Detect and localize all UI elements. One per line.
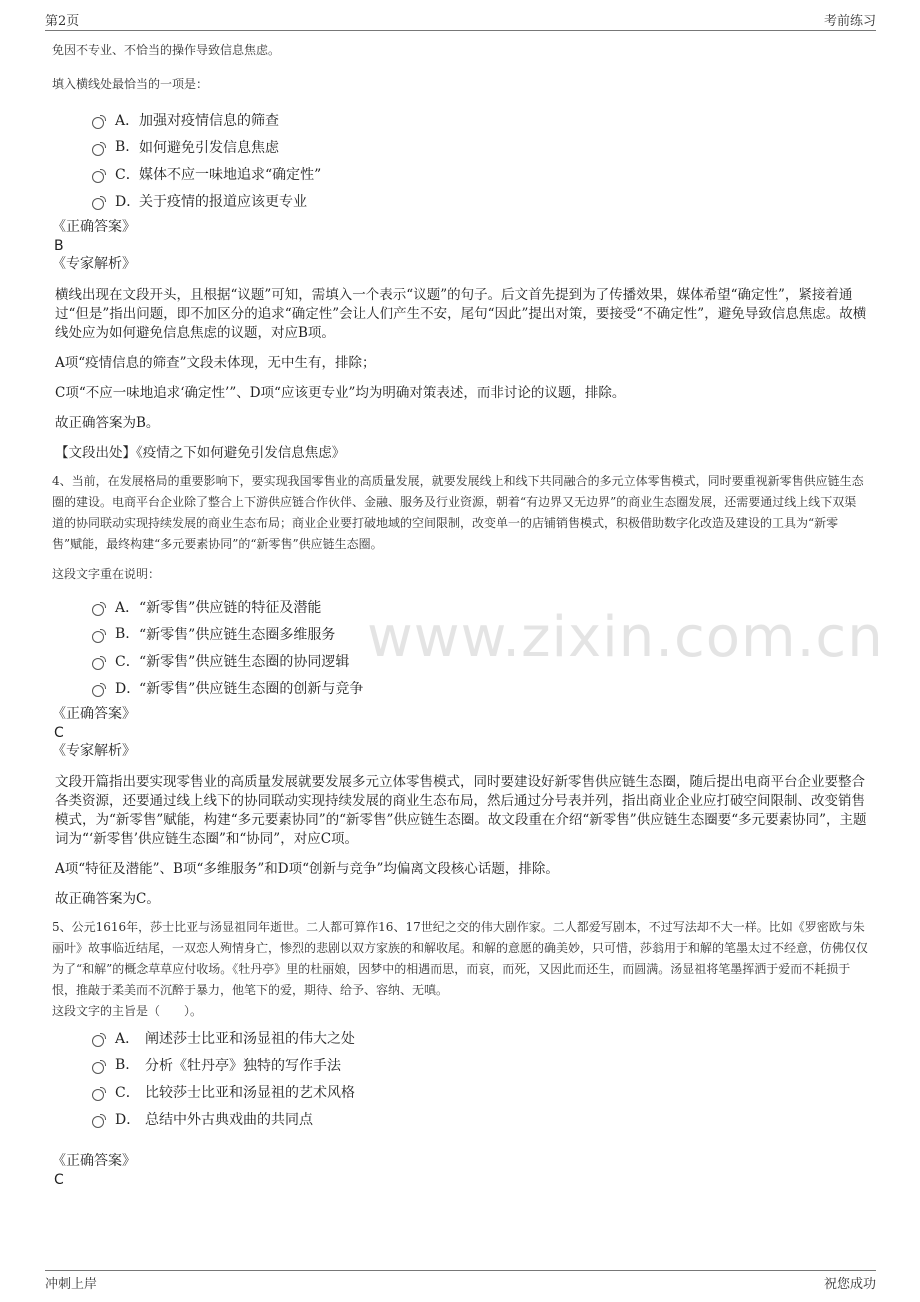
- q4-analysis-paragraph: 文段开篇指出要实现零售业的高质量发展就要发展多元立体零售模式，同时要建设好新零售供应链生态圈，随后提出电商平台企业要整合各类资源，还要通过线上线下的协同联动实现持续发展的商业生态布局，然后通过分号表并列，指出商业企业应打破空间限制、改变销售模式，为“新零售”赋能，构建“多元要素协同”的“新零售”供应链生态圈。故文段重在介绍“新零售”供应链生态圈要“多元要素协同”，主题词为“‘新零售’供应链生态圈”和“协同”，对应C项。: [55, 774, 867, 847]
- q3-option-d[interactable]: D． 关于疫情的报道应该更专业: [92, 187, 868, 214]
- q4-prompt: 这段文字重在说明：: [52, 567, 161, 581]
- radio-icon[interactable]: [92, 604, 104, 616]
- radio-icon[interactable]: [92, 144, 104, 156]
- q5-option-a[interactable]: A． 阐述莎士比亚和汤显祖的伟大之处: [92, 1024, 868, 1051]
- q5-prompt: 这段文字的主旨是（ ）。: [52, 1004, 203, 1018]
- watermark: www.zixin.com.cn: [367, 605, 884, 670]
- radio-icon[interactable]: [92, 1089, 104, 1101]
- header-title: 考前练习: [823, 14, 876, 29]
- footer-left: 冲刺上岸: [45, 1277, 98, 1292]
- q3-option-a[interactable]: A． 加强对疫情信息的筛查: [92, 106, 868, 133]
- page-number: 第2页: [45, 14, 80, 29]
- q3-analysis-paragraph: 故正确答案为B。: [55, 415, 160, 431]
- q4-option-c[interactable]: C． “新零售”供应链生态圈的协同逻辑: [92, 647, 868, 674]
- q5-answer: C: [54, 1172, 64, 1188]
- q4-analysis-paragraph: 故正确答案为C。: [55, 891, 160, 907]
- q4-option-d[interactable]: D． “新零售”供应链生态圈的创新与竞争: [92, 674, 868, 701]
- q3-stem-tail: 免因不专业、不恰当的操作导致信息焦虑。: [52, 43, 281, 57]
- q4-analysis-paragraph: A项“特征及潜能”、B项“多维服务”和D项“创新与竞争”均偏离文段核心话题，排除。: [55, 861, 559, 877]
- q3-analysis-paragraph: A项“疫情信息的筛查”文段未体现，无中生有，排除；: [55, 355, 376, 371]
- q4-stem: 4、当前，在发展格局的重要影响下，要实现我国零售业的高质量发展，就要发展线上和线下共同融合的多元立体零售模式，同时要重视新零售供应链生态圈的建设。电商平台企业除了整合上下游供应链合作伙伴、金融、服务及行业资源，朝着“有边界又无边界”的商业生态圈发展，还需要通过线上线下双渠道的协同联动实现持续发展的商业生态布局；商业企业要打破地域的空间限制，改变单一的店铺销售模式，积极借助数字化改造及建设的工具为“新零售”赋能，最终构建“多元要素协同”的“新零售”供应链生态圈。: [52, 474, 864, 551]
- page-footer: [45, 1270, 876, 1293]
- q3-prompt: 填入横线处最恰当的一项是：: [52, 77, 209, 91]
- q5-option-d[interactable]: D． 总结中外古典戏曲的共同点: [92, 1105, 868, 1132]
- radio-icon[interactable]: [92, 171, 104, 183]
- q3-answer-label: 《正确答案》: [52, 219, 136, 235]
- q4-answer-label: 《正确答案》: [52, 706, 136, 722]
- q3-options: [52, 106, 868, 214]
- q4-answer: C: [54, 725, 64, 741]
- q3-analysis-paragraph: 横线出现在文段开头，且根据“议题”可知，需填入一个表示“议题”的句子。后文首先提到为了传播效果，媒体希望“确定性”，紧接着通过“但是”指出问题，即不加区分的追求“确定性”会让人们产生不安，尾句“因此”提出对策，要接受“不确定性”，避免导致信息焦虑。故横线处应为如何避免信息焦虑的议题，对应B项。: [55, 287, 867, 341]
- q3-analysis-paragraph: C项“不应一味地追求‘确定性’”、D项“应该更专业”均为明确对策表述，而非讨论的议题，排除。: [55, 385, 626, 401]
- radio-icon[interactable]: [92, 198, 104, 210]
- radio-icon[interactable]: [92, 685, 104, 697]
- document-body: [52, 40, 868, 1189]
- q4-options: [52, 593, 868, 701]
- q3-option-c[interactable]: C． 媒体不应一味地追求“确定性”: [92, 160, 868, 187]
- q3-source: 【文段出处】《疫情之下如何避免引发信息焦虑》: [55, 445, 346, 461]
- q5-options: [52, 1024, 868, 1132]
- q3-analysis-label: 《专家解析》: [52, 256, 136, 272]
- q4-option-b[interactable]: B. “新零售”供应链生态圈多维服务: [92, 620, 868, 647]
- q4-option-a[interactable]: A． “新零售”供应链的特征及潜能: [92, 593, 868, 620]
- radio-icon[interactable]: [92, 117, 104, 129]
- q5-stem: 5、公元1616年，莎士比亚与汤显祖同年逝世。二人都可算作16、17世纪之交的伟大剧作家。二人都爱写剧本，不过写法却不大一样。比如《罗密欧与朱丽叶》故事临近结尾，一双恋人殉情身亡，惨烈的悲剧以双方家族的和解收尾。和解的意愿的确美妙，只可惜，莎翁用于和解的笔墨太过不经意，仿佛仅仅为了“和解”的概念草草应付收场。《牡丹亭》里的杜丽娘，因梦中的相遇而思，而哀，而死，又因此而还生，而圆满。汤显祖将笔墨挥洒于爱而不耗损于恨，推敲于柔美而不沉醉于暴力，他笔下的爱，期待、给予、容纳、无嗔。: [52, 920, 869, 997]
- radio-icon[interactable]: [92, 631, 104, 643]
- q5-option-c[interactable]: C． 比较莎士比亚和汤显祖的艺术风格: [92, 1078, 868, 1105]
- radio-icon[interactable]: [92, 1062, 104, 1074]
- radio-icon[interactable]: [92, 658, 104, 670]
- radio-icon[interactable]: [92, 1116, 104, 1128]
- q4-analysis-label: 《专家解析》: [52, 743, 136, 759]
- radio-icon[interactable]: [92, 1035, 104, 1047]
- footer-right: 祝您成功: [823, 1277, 876, 1292]
- q5-answer-label: 《正确答案》: [52, 1153, 136, 1169]
- q3-answer: B: [54, 238, 64, 254]
- q5-option-b[interactable]: B. 分析《牡丹亭》独特的写作手法: [92, 1051, 868, 1078]
- page-header: [45, 10, 876, 31]
- q3-option-b[interactable]: B. 如何避免引发信息焦虑: [92, 133, 868, 160]
